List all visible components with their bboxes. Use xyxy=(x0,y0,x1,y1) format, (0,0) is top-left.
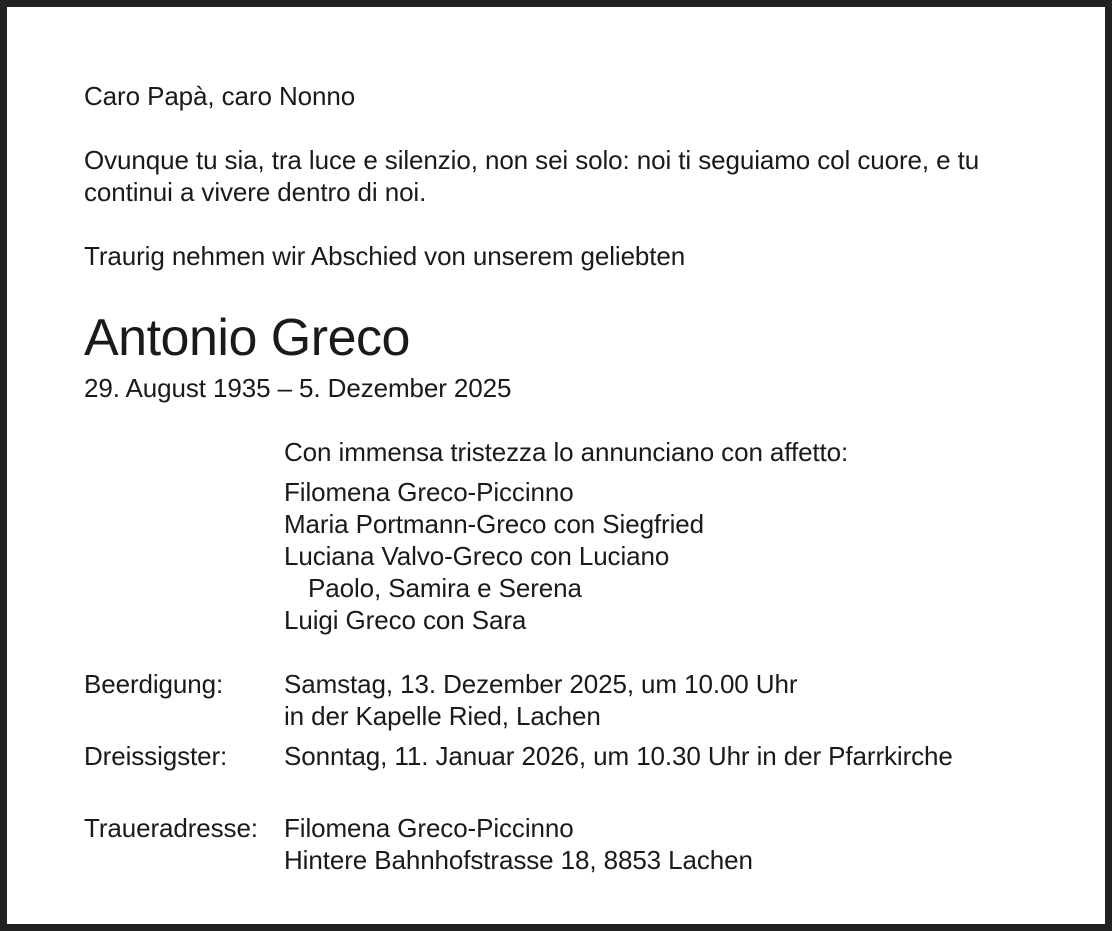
funeral-location: in der Kapelle Ried, Lachen xyxy=(284,701,601,731)
verse-line-2: continui a vivere dentro di noi. xyxy=(84,177,427,207)
thirtieth-label: Dreissigster: xyxy=(84,741,228,771)
mourner: Maria Portmann-Greco con Siegfried xyxy=(284,509,705,539)
announcement: Con immensa tristezza lo annunciano con affetto: xyxy=(284,437,849,467)
mourner: Luciana Valvo-Greco con Luciano xyxy=(284,541,670,571)
deceased-dates: 29. August 1935 – 5. Dezember 2025 xyxy=(84,373,512,403)
mourner: Luigi Greco con Sara xyxy=(284,605,527,635)
address-name: Filomena Greco-Piccinno xyxy=(284,813,574,843)
address-label: Traueradresse: xyxy=(84,813,258,843)
address-street: Hintere Bahnhofstrasse 18, 8853 Lachen xyxy=(284,845,753,875)
funeral-label: Beerdigung: xyxy=(84,669,224,699)
thirtieth-details: Sonntag, 11. Januar 2026, um 10.30 Uhr in der Pfarrkirche xyxy=(284,741,953,771)
intro-text: Traurig nehmen wir Abschied von unserem geliebten xyxy=(84,241,686,271)
greeting: Caro Papà, caro Nonno xyxy=(84,81,356,111)
deceased-name: Antonio Greco xyxy=(84,309,410,367)
verse-line-1: Ovunque tu sia, tra luce e silenzio, non sei solo: noi ti seguiamo col cuore, e tu xyxy=(84,145,980,175)
mourner: Filomena Greco-Piccinno xyxy=(284,477,574,507)
funeral-date: Samstag, 13. Dezember 2025, um 10.00 Uhr xyxy=(284,669,798,699)
mourner-grandchildren: Paolo, Samira e Serena xyxy=(308,573,582,603)
